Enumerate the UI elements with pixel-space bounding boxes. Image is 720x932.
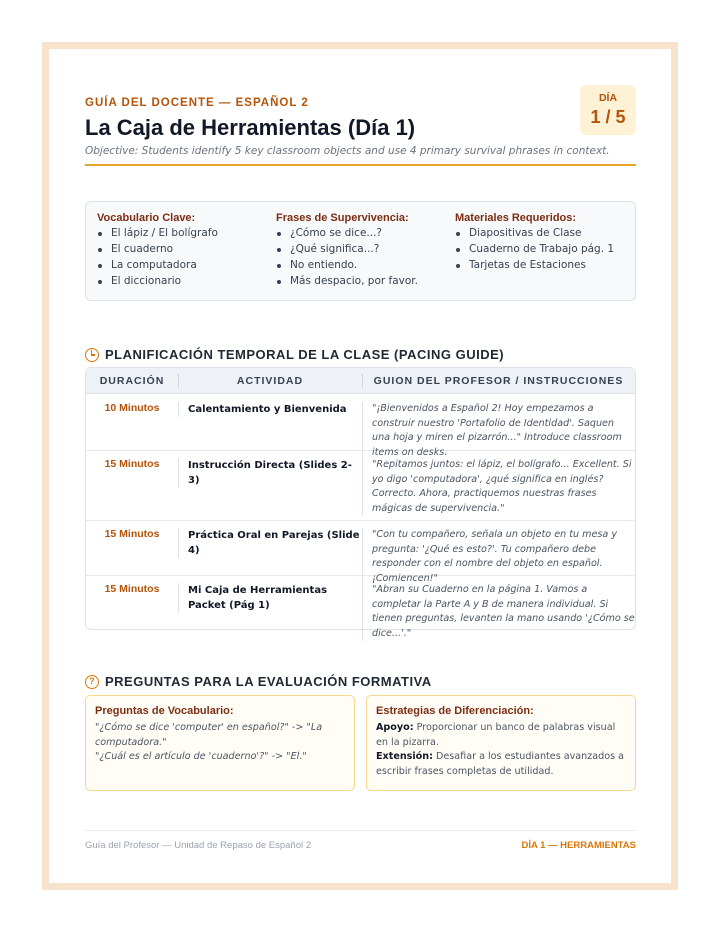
pacing-heading-text: PLANIFICACIÓN TEMPORAL DE LA CLASE (PACING GUIDE) [105, 347, 505, 362]
activity-cell: Mi Caja de Herramientas Packet (Pág 1) [178, 583, 362, 613]
page-title: La Caja de Herramientas (Día 1) [85, 115, 416, 140]
vocab-questions-title: Preguntas de Vocabulario: [95, 705, 234, 717]
activity-cell: Práctica Oral en Parejas (Slide 4) [178, 528, 362, 558]
materials-list [455, 225, 614, 273]
duration-cell: 10 Minutos [104, 402, 160, 414]
lesson-summary-box [85, 201, 636, 301]
day-badge [580, 85, 636, 135]
table-row [86, 576, 635, 639]
extension-label: Extensión: [376, 751, 433, 762]
list-item: Más despacio, por favor. [276, 273, 418, 289]
extension-text: Desafiar a los estudiantes avanzados a escribir frases completas de utilidad. [376, 751, 625, 777]
duration-cell: 15 Minutos [104, 458, 160, 470]
activity-cell: Instrucción Directa (Slides 2-3) [178, 458, 362, 488]
activity-cell: Calentamiento y Bienvenida [178, 402, 362, 417]
assessment-heading [85, 674, 432, 689]
vocab-column [97, 212, 218, 289]
footer-divider [85, 830, 636, 831]
vocab-question: "¿Cómo se dice 'computer' en español?" -> "La computadora." [95, 722, 323, 748]
vocab-title: Vocabulario Clave: [97, 212, 196, 224]
support-label: Apoyo: [376, 722, 414, 733]
guide-cell: "Repitamos juntos: el lápiz, el bolígrafo... Excellent. Si yo digo 'computadora', ¿qué significa en inglés? Correcto. Ahora, practiquemos nuestras frases mágicas de supervivencia." [362, 458, 635, 516]
question-circle-icon: ? [85, 675, 99, 689]
duration-cell: 15 Minutos [104, 583, 160, 595]
list-item: Cuaderno de Trabajo pág. 1 [455, 241, 614, 257]
header-divider [85, 164, 636, 166]
assessment-heading-text: PREGUNTAS PARA LA EVALUACIÓN FORMATIVA [105, 674, 432, 689]
list-item: ¿Cómo se dice...? [276, 225, 418, 241]
materials-column [455, 212, 614, 273]
page-sheet [42, 42, 678, 890]
vocab-list [97, 225, 218, 289]
differentiation-card [366, 695, 636, 791]
vocab-question: "¿Cuál es el artículo de 'cuaderno'?" -> "El." [95, 751, 307, 762]
table-header [86, 368, 635, 394]
guide-cell: "¡Bienvenidos a Español 2! Hoy empezamos a construir nuestro 'Portafolio de Identidad'. Saquen una hoja y miren el pizarrón..." Introduce classroom items on desks. [362, 402, 635, 460]
guide-cell: "Abran su Cuaderno en la página 1. Vamos a completar la Parte A y B de manera individual. Si tienen preguntas, levanten la mano usando '¿Cómo se dice...'." [362, 583, 635, 641]
list-item: Diapositivas de Clase [455, 225, 614, 241]
list-item: El cuaderno [97, 241, 218, 257]
vocab-questions-card [85, 695, 355, 791]
column-header-duration: DURACIÓN [99, 375, 165, 387]
list-item: Tarjetas de Estaciones [455, 257, 614, 273]
day-counter: 1 / 5 [590, 107, 626, 127]
table-row [86, 521, 635, 584]
support-strategy [376, 721, 626, 750]
list-item: La computadora [97, 257, 218, 273]
differentiation-title: Estrategias de Diferenciación: [376, 705, 534, 717]
materials-title: Materiales Requeridos: [455, 212, 577, 224]
footer-day-tag: DÍA 1 — HERRAMIENTAS [521, 840, 636, 851]
phrases-list [276, 225, 418, 289]
phrases-title: Frases de Supervivencia: [276, 212, 409, 224]
guide-cell: "Con tu compañero, señala un objeto en tu mesa y pregunta: '¿Qué es esto?'. Tu compañero debe responder con el nombre del objeto en español. ¡Comiencen!" [362, 528, 635, 586]
phrases-column [276, 212, 418, 289]
pacing-table [85, 367, 636, 639]
duration-cell: 15 Minutos [104, 528, 160, 540]
table-row [86, 395, 635, 458]
clock-icon [85, 348, 99, 362]
day-label: DÍA [598, 92, 618, 104]
table-row [86, 451, 635, 521]
column-header-activity: ACTIVIDAD [236, 375, 304, 387]
list-item: El diccionario [97, 273, 218, 289]
footer-source: Guía del Profesor — Unidad de Repaso de Español 2 [85, 840, 312, 851]
pacing-heading [85, 347, 504, 362]
lesson-objective: Objective: Students identify 5 key classroom objects and use 4 primary survival phrases in context. [85, 145, 610, 157]
list-item: El lápiz / El bolígrafo [97, 225, 218, 241]
list-item: No entiendo. [276, 257, 418, 273]
column-header-guide: GUION DEL PROFESOR / INSTRUCCIONES [373, 375, 624, 387]
list-item: ¿Qué significa...? [276, 241, 418, 257]
extension-strategy [376, 750, 626, 779]
support-text: Proporcionar un banco de palabras visual en la pizarra. [376, 722, 616, 748]
guide-eyebrow: GUÍA DEL DOCENTE — ESPAÑOL 2 [85, 97, 309, 109]
